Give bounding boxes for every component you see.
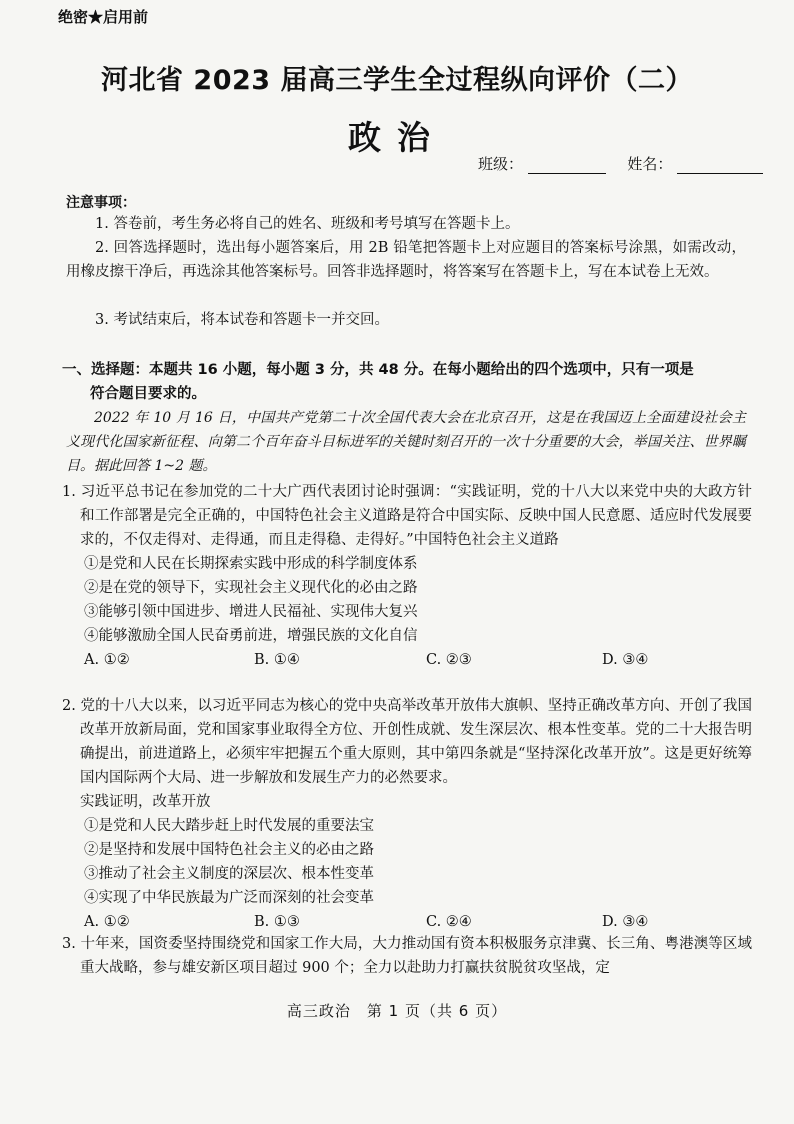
question-2-option-4: ④实现了中华民族最为广泛而深刻的社会变革 — [84, 890, 374, 906]
question-2-choice-c: C. ②④ — [426, 914, 472, 930]
material-intro: 2022 年 10 月 16 日，中国共产党第二十次全国代表大会在北京召开，这是在我国迈上全面建设社会主义现代化国家新征程、向第二个百年奋斗目标进军的关键时刻召开的一次十分重要的大会，举国关注、世界瞩目。据此回答 1~2 题。 — [66, 410, 746, 474]
notice-heading: 注意事项： — [66, 195, 136, 211]
subject-title: 政治 — [348, 118, 446, 157]
question-1-choice-a: A. ①② — [84, 652, 130, 668]
question-2-choice-d: D. ③④ — [602, 914, 649, 930]
question-1-choice-b: B. ①④ — [254, 652, 300, 668]
question-2-option-1: ①是党和人民大踏步赶上时代发展的重要法宝 — [84, 818, 374, 834]
question-1-option-1: ①是党和人民在长期探索实践中形成的科学制度体系 — [84, 556, 418, 572]
question-3-stem: 3. 十年来，国资委坚持围绕党和国家工作大局，大力推动国有资本积极服务京津冀、长三角、粤港澳等区域重大战略，参与雄安新区项目超过 900 个；全力以赴助力打赢扶贫脱贫攻坚战，定 — [62, 936, 752, 976]
question-1-stem: 1. 习近平总书记在参加党的二十大广西代表团讨论时强调：“实践证明，党的十八大以来党中央的大政方针和工作部署是完全正确的，中国特色社会主义道路是符合中国实际、反映中国人民意愿、适应时代发展要求的，不仅走得对、走得通，而且走得稳、走得好。”中国特色社会主义道路 — [62, 484, 752, 548]
question-2-lead: 实践证明，改革开放 — [80, 794, 211, 810]
exam-title: 河北省 2023 届高三学生全过程纵向评价（二） — [101, 65, 693, 96]
section-heading-line-1: 一、选择题：本题共 16 小题，每小题 3 分，共 48 分。在每小题给出的四个选项中，只有一项是 — [62, 362, 694, 378]
notice-item-3: 3. 考试结束后，将本试卷和答题卡一并交回。 — [95, 312, 389, 328]
question-1-choices — [62, 648, 752, 672]
question-1-option-2: ②是在党的领导下，实现社会主义现代化的必由之路 — [84, 580, 418, 596]
notice-item-2: 2. 回答选择题时，选出每小题答案后，用 2B 铅笔把答题卡上对应题目的答案标号涂黑，如需改动，用橡皮擦干净后，再选涂其他答案标号。回答非选择题时，将答案写在答题卡上，写在本试卷上无效。 — [66, 240, 746, 280]
class-label: 班级： — [478, 155, 524, 173]
question-2-choice-a: A. ①② — [84, 914, 130, 930]
question-2 — [62, 694, 752, 934]
confidential-mark: 绝密★启用前 — [58, 8, 149, 26]
question-1-choice-d: D. ③④ — [602, 652, 649, 668]
question-1 — [62, 480, 752, 672]
question-1-option-3: ③能够引领中国进步、增进人民福祉、实现伟大复兴 — [84, 604, 418, 620]
section-heading-line-2: 符合题目要求的。 — [90, 386, 206, 402]
question-3 — [62, 932, 752, 980]
question-2-option-3: ③推动了社会主义制度的深层次、根本性变革 — [84, 866, 374, 882]
page-footer: 高三政治 第 1 页（共 6 页） — [286, 1002, 508, 1020]
question-2-choice-b: B. ①③ — [254, 914, 300, 930]
question-2-option-2: ②是坚持和发展中国特色社会主义的必由之路 — [84, 842, 374, 858]
name-label: 姓名： — [627, 155, 673, 173]
question-1-choice-c: C. ②③ — [426, 652, 472, 668]
class-blank — [528, 157, 606, 174]
question-2-stem: 2. 党的十八大以来，以习近平同志为核心的党中央高举改革开放伟大旗帜、坚持正确改革方向、开创了我国改革开放新局面，党和国家事业取得全方位、开创性成就、发生深层次、根本性变革。党的二十大报告明确提出，前进道路上，必须牢牢把握五个重大原则，其中第四条就是“坚持深化改革开放”。这是更好统筹国内国际两个大局、进一步解放和发展生产力的必然要求。 — [62, 698, 752, 786]
section-heading — [62, 358, 752, 406]
question-2-choices — [62, 910, 752, 934]
notice-item-1: 1. 答卷前，考生务必将自己的姓名、班级和考号填写在答题卡上。 — [95, 216, 520, 232]
name-blank — [677, 157, 763, 174]
class-name-line — [478, 153, 763, 174]
question-1-option-4: ④能够激励全国人民奋勇前进，增强民族的文化自信 — [84, 628, 418, 644]
